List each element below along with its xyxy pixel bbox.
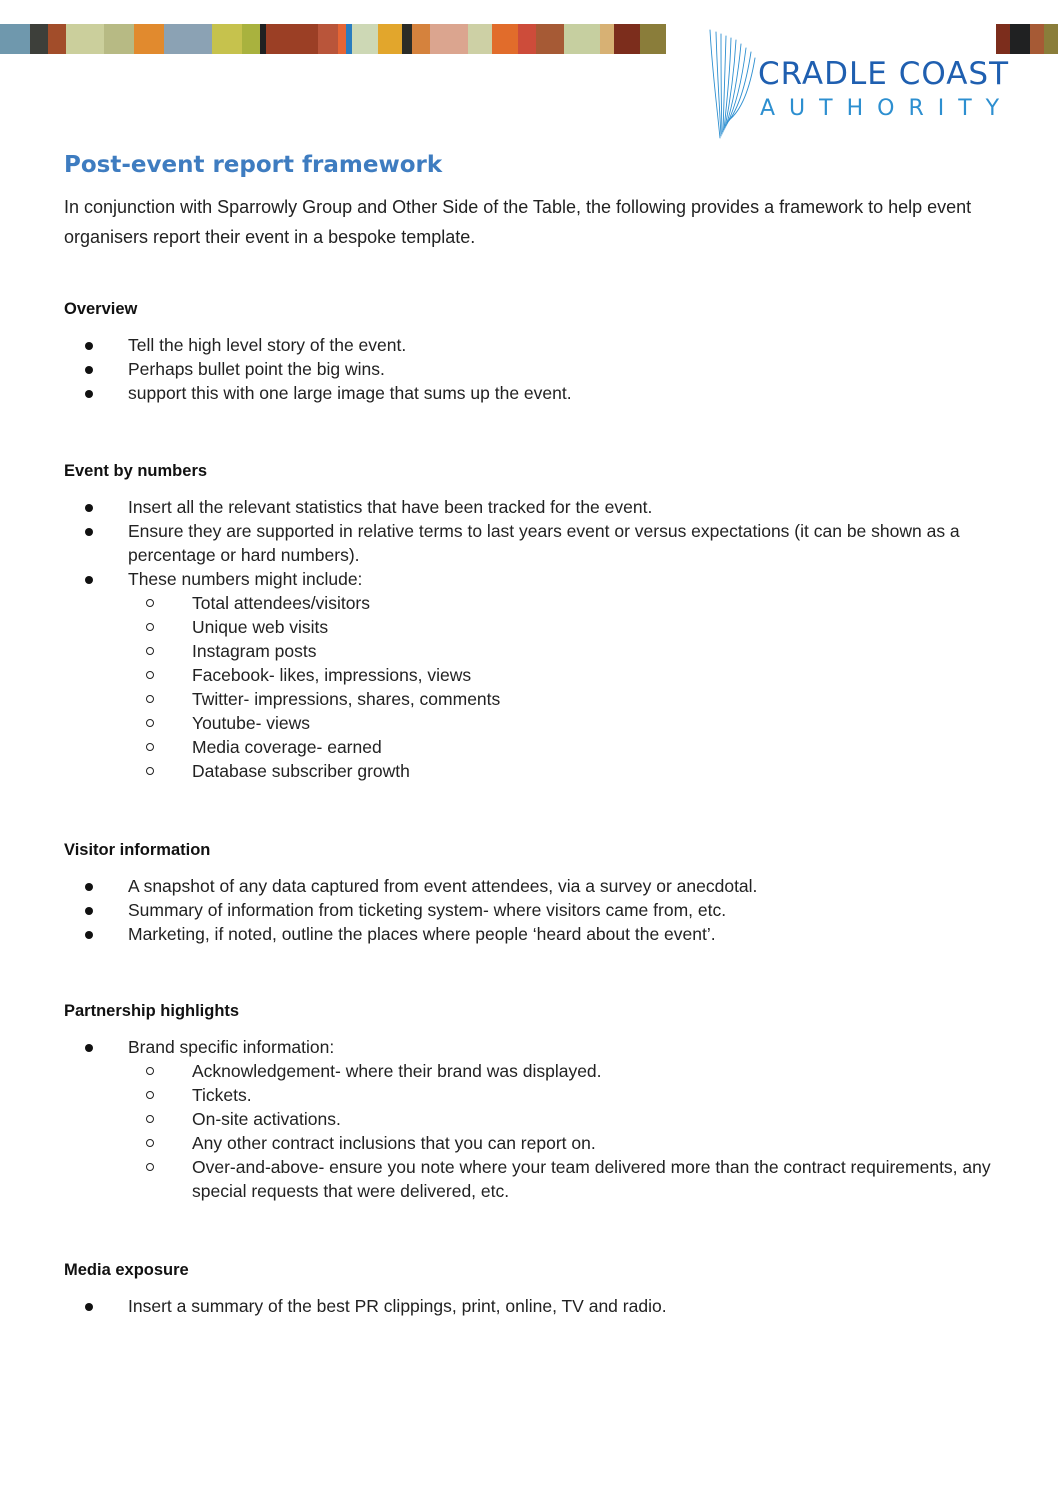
list-item-text: support this with one large image that sums up the event.: [128, 383, 572, 403]
sub-list-item-text: Twitter- impressions, shares, comments: [192, 689, 501, 709]
sub-bullet-icon: [146, 1091, 154, 1099]
document-body: [64, 152, 1004, 252]
list-item: [64, 1035, 1004, 1203]
stripe-segment: [536, 24, 564, 54]
stripe-segment: [352, 24, 378, 54]
stripe-segment: [600, 24, 614, 54]
sub-list-item: [128, 1059, 1004, 1083]
cradle-coast-logo: [700, 18, 1020, 138]
stripe-segment: [402, 24, 412, 54]
logo-text-secondary: AUTHORITY: [760, 96, 1014, 121]
stripe-segment: [260, 24, 266, 54]
list-item-text: A snapshot of any data captured from event attendees, via a survey or anecdotal.: [128, 876, 758, 896]
stripe-segment: [1044, 24, 1058, 54]
stripe-segment: [378, 24, 402, 54]
section-heading: Media exposure: [64, 1261, 189, 1279]
stripe-segment: [212, 24, 242, 54]
list-item: [64, 874, 1004, 898]
sub-list-item-text: Unique web visits: [192, 617, 329, 637]
stripe-segment: [346, 24, 352, 54]
stripe-segment: [242, 24, 260, 54]
sub-bullet-icon: [146, 1067, 154, 1075]
section-heading: Event by numbers: [64, 462, 208, 480]
sub-list-item: [128, 759, 1004, 783]
stripe-segment: [164, 24, 212, 54]
page-title: Post-event report framework: [64, 152, 443, 178]
list-item-text: Perhaps bullet point the big wins.: [128, 359, 385, 379]
stripe-segment: [1030, 24, 1044, 54]
section-heading: Overview: [64, 300, 138, 318]
sub-bullet-icon: [146, 647, 154, 655]
bullet-icon: [85, 1303, 93, 1311]
list-item: [64, 381, 1004, 405]
sub-bullet-icon: [146, 1163, 154, 1171]
bullet-list: [64, 1035, 1004, 1203]
list-item-text: Tell the high level story of the event.: [128, 335, 407, 355]
section-heading: Partnership highlights: [64, 1002, 240, 1020]
list-item-text: Insert all the relevant statistics that have been tracked for the event.: [128, 497, 653, 517]
sub-list-item-text: Database subscriber growth: [192, 761, 410, 781]
stripe-segment: [104, 24, 134, 54]
stripe-segment: [640, 24, 666, 54]
sub-list-item: [128, 639, 1004, 663]
sub-list-item: [128, 1083, 1004, 1107]
sub-list-item: [128, 1131, 1004, 1155]
stripe-segment: [30, 24, 48, 54]
section-visitor-information: [64, 841, 1004, 946]
logo-text-primary: CRADLE COAST: [758, 56, 1010, 92]
bullet-list: [64, 874, 1004, 946]
stripe-segment: [412, 24, 430, 54]
list-item-text: Marketing, if noted, outline the places where people ‘heard about the event’.: [128, 924, 716, 944]
stripe-segment: [518, 24, 536, 54]
stripe-segment: [134, 24, 164, 54]
list-item: [64, 357, 1004, 381]
bullet-icon: [85, 931, 93, 939]
bullet-list: [64, 333, 1004, 405]
list-item: [64, 1294, 1004, 1318]
bullet-icon: [85, 342, 93, 350]
sub-list-item-text: Total attendees/visitors: [192, 593, 371, 613]
list-item: [64, 922, 1004, 946]
stripe-segment: [338, 24, 346, 54]
sub-bullet-icon: [146, 695, 154, 703]
sub-list-item: [128, 1107, 1004, 1131]
stripe-segment: [430, 24, 468, 54]
bullet-icon: [85, 504, 93, 512]
sub-bullet-icon: [146, 767, 154, 775]
sub-list-item-text: Any other contract inclusions that you can report on.: [192, 1133, 596, 1153]
sub-bullet-list: [128, 591, 1004, 783]
list-item: [64, 495, 1004, 519]
sub-list-item-text: Acknowledgement- where their brand was displayed.: [192, 1061, 602, 1081]
bullet-icon: [85, 390, 93, 398]
section-partnership-highlights: [64, 1002, 1004, 1203]
intro-paragraph: In conjunction with Sparrowly Group and Other Side of the Table, the following provides a framework to help event organisers report their event in a bespoke template.: [64, 197, 972, 247]
sub-bullet-list: [128, 1059, 1004, 1203]
sub-list-item: [128, 735, 1004, 759]
sub-list-item: [128, 663, 1004, 687]
list-item-text: Summary of information from ticketing system- where visitors came from, etc.: [128, 900, 727, 920]
sub-bullet-icon: [146, 719, 154, 727]
bullet-icon: [85, 883, 93, 891]
sub-list-item: [128, 615, 1004, 639]
list-item: [64, 898, 1004, 922]
stripe-segment: [318, 24, 338, 54]
bullet-icon: [85, 528, 93, 536]
list-item-text: These numbers might include:: [128, 569, 363, 589]
list-item-text: Ensure they are supported in relative terms to last years event or versus expectations (it can be shown as a percentage or hard numbers).: [128, 521, 960, 565]
sub-list-item-text: Over-and-above- ensure you note where your team delivered more than the contract requirements, any special requests that were delivered, etc.: [192, 1157, 991, 1201]
bullet-icon: [85, 907, 93, 915]
bullet-icon: [85, 1044, 93, 1052]
sub-list-item-text: Tickets.: [192, 1085, 252, 1105]
sub-list-item: [128, 1155, 1004, 1203]
sub-bullet-icon: [146, 671, 154, 679]
bullet-list: [64, 1294, 1004, 1318]
sub-list-item-text: Youtube- views: [192, 713, 311, 733]
bullet-list: [64, 495, 1004, 783]
stripe-segment: [492, 24, 518, 54]
stripe-segment: [48, 24, 66, 54]
bullet-icon: [85, 576, 93, 584]
stripe-segment: [266, 24, 318, 54]
sub-bullet-icon: [146, 1139, 154, 1147]
list-item-text: Insert a summary of the best PR clippings, print, online, TV and radio.: [128, 1296, 667, 1316]
stripe-segment: [468, 24, 492, 54]
sub-bullet-icon: [146, 599, 154, 607]
bullet-icon: [85, 366, 93, 374]
section-event-by-numbers: [64, 462, 1004, 783]
stripe-segment: [614, 24, 640, 54]
sub-bullet-icon: [146, 1115, 154, 1123]
stripe-segment: [564, 24, 600, 54]
sub-list-item-text: Facebook- likes, impressions, views: [192, 665, 472, 685]
sub-bullet-icon: [146, 743, 154, 751]
sub-list-item: [128, 591, 1004, 615]
list-item: [64, 333, 1004, 357]
list-item: [64, 567, 1004, 783]
list-item-text: Brand specific information:: [128, 1037, 335, 1057]
section-media-exposure: [64, 1261, 1004, 1318]
stripe-segment: [66, 24, 104, 54]
section-heading: Visitor information: [64, 841, 211, 859]
section-overview: [64, 300, 1004, 405]
sub-bullet-icon: [146, 623, 154, 631]
sub-list-item: [128, 711, 1004, 735]
list-item: [64, 519, 1004, 567]
sub-list-item: [128, 687, 1004, 711]
sub-list-item-text: Instagram posts: [192, 641, 317, 661]
sub-list-item-text: Media coverage- earned: [192, 737, 382, 757]
stripe-segment: [0, 24, 30, 54]
sub-list-item-text: On-site activations.: [192, 1109, 341, 1129]
